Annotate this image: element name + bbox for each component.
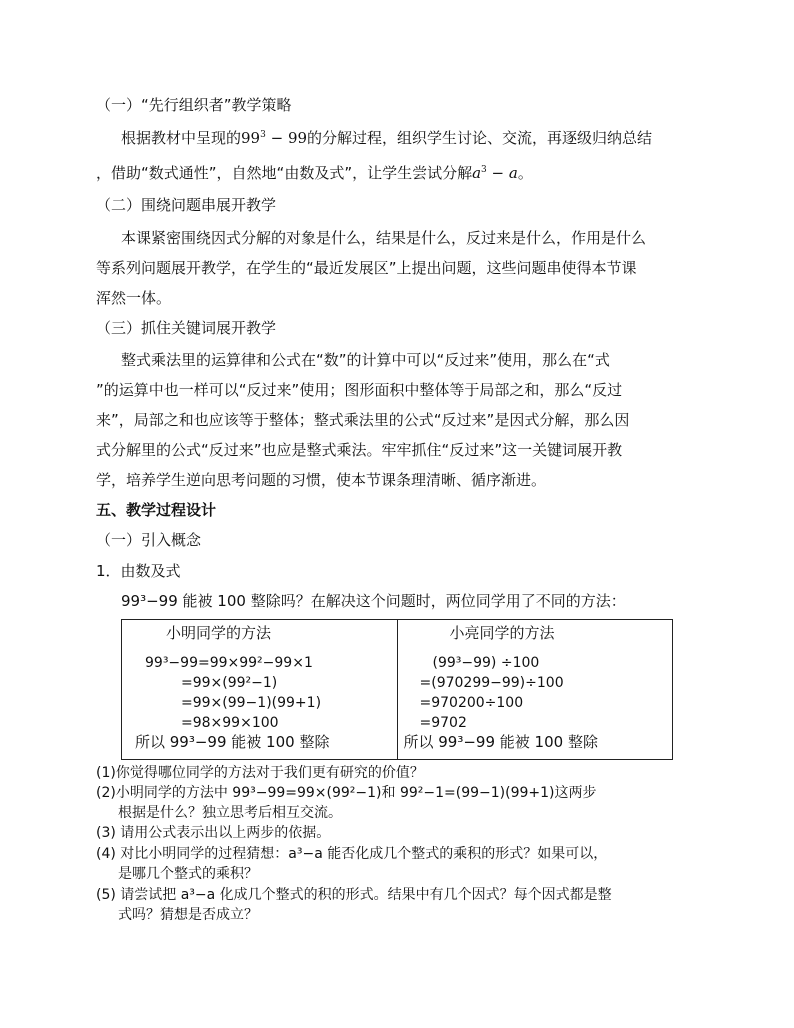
heading-strategy-2: （二）围绕问题串展开教学	[96, 196, 277, 214]
math-exponent: 3	[481, 165, 487, 175]
heading-strategy-1: （一）“先行组织者”教学策略	[96, 96, 292, 114]
problem-question: 99³−99 能被 100 整除吗？在解决这个问题时，两位同学用了不同的方法：	[121, 592, 626, 610]
xiaoliang-step-1: (99³−99) ÷100	[432, 655, 540, 671]
math-base: 99	[241, 129, 261, 147]
paragraph-2-line-1: 本课紧密围绕因式分解的对象是什么，结果是什么，反过来是什么，作用是什么	[121, 229, 647, 247]
paragraph-3-line-1: 整式乘法里的运算律和公式在“数”的计算中可以“反过来”使用，那么在“式	[121, 351, 610, 369]
paragraph-2-line-2: 等系列问题展开教学，在学生的“最近发展区”上提出问题，这些问题串使得本节课	[96, 259, 637, 277]
question-2: (2)小明同学的方法中 99³−99=99×(99²−1)和 99²−1=(99−1)(99+1)这两步	[96, 785, 597, 801]
math-rest: − 99	[265, 129, 308, 147]
text: 。	[517, 164, 533, 182]
xiaoliang-step-4: =9702	[419, 715, 467, 731]
paragraph-3-line-2: ”的运算中也一样可以“反过来”使用；图形面积中整体等于局部之和，那么“反过	[96, 381, 623, 399]
xiaoliang-step-2: =(970299−99)÷100	[419, 675, 564, 691]
xiaoliang-method-cell	[397, 620, 673, 760]
xiaoming-step-3: =99×(99−1)(99+1)	[181, 695, 322, 711]
math-rest: − a	[486, 164, 518, 182]
xiaoliang-conclusion: 所以 99³−99 能被 100 整除	[403, 733, 598, 751]
paragraph-3-line-5: 学，培养学生逆向思考问题的习惯，使本节课条理清晰、循序渐进。	[96, 471, 547, 489]
question-2-continued: 根据是什么？独立思考后相互交流。	[118, 805, 342, 821]
question-3: (3) 请用公式表示出以上两步的依据。	[96, 825, 331, 841]
question-5-continued: 式吗？猜想是否成立？	[118, 907, 258, 923]
xiaoming-header: 小明同学的方法	[166, 624, 272, 642]
xiaoming-step-2: =99×(99²−1)	[181, 675, 278, 691]
math-a-cubed	[472, 164, 518, 182]
heading-strategy-3: （三）抓住关键词展开教学	[96, 319, 277, 337]
question-4: (4) 对比小明同学的过程猜想：a³−a 能否化成几个整式的乘积的形式？如果可以，	[96, 846, 608, 862]
text: ，借助“数式通性”，自然地“由数及式”，让学生尝试分解	[96, 164, 473, 182]
xiaoming-method-cell	[122, 620, 398, 760]
paragraph-3-line-3: 来”，局部之和也应该等于整体；整式乘法里的公式“反过来”是因式分解，那么因	[96, 411, 630, 429]
paragraph-1-line-2	[96, 163, 533, 183]
xiaoming-step-1: 99³−99=99×99²−99×1	[145, 655, 313, 671]
text: 根据教材中呈现的	[121, 129, 242, 147]
subheading-introduce-concept: （一）引入概念	[96, 531, 202, 549]
question-5: (5) 请尝试把 a³−a 化成几个整式的积的形式。结果中有几个因式？每个因式都是整	[96, 887, 612, 903]
methods-table	[121, 619, 673, 760]
question-4-continued: 是哪几个整式的乘积？	[118, 866, 258, 882]
math-99-cubed	[241, 129, 307, 147]
xiaoliang-step-3: =970200÷100	[419, 695, 524, 711]
xiaoliang-header: 小亮同学的方法	[449, 624, 555, 642]
question-1: (1)你觉得哪位同学的方法对于我们更有研究的价值？	[96, 765, 424, 781]
text: 的分解过程，组织学生讨论、交流，再逐级归纳总结	[307, 129, 653, 147]
paragraph-2-line-3: 浑然一体。	[96, 289, 172, 307]
xiaoming-conclusion: 所以 99³−99 能被 100 整除	[135, 733, 330, 751]
heading-teaching-process: 五、教学过程设计	[96, 501, 217, 519]
math-base: a	[472, 164, 482, 182]
paragraph-1-line-1	[121, 128, 652, 148]
xiaoming-step-4: =98×99×100	[181, 715, 279, 731]
paragraph-3-line-4: 式分解里的公式“反过来”也应是整式乘法。牢牢抓住“反过来”这一关键词展开教	[96, 441, 623, 459]
math-exponent: 3	[260, 130, 266, 140]
item-from-number-to-expression: 1．由数及式	[96, 562, 181, 580]
